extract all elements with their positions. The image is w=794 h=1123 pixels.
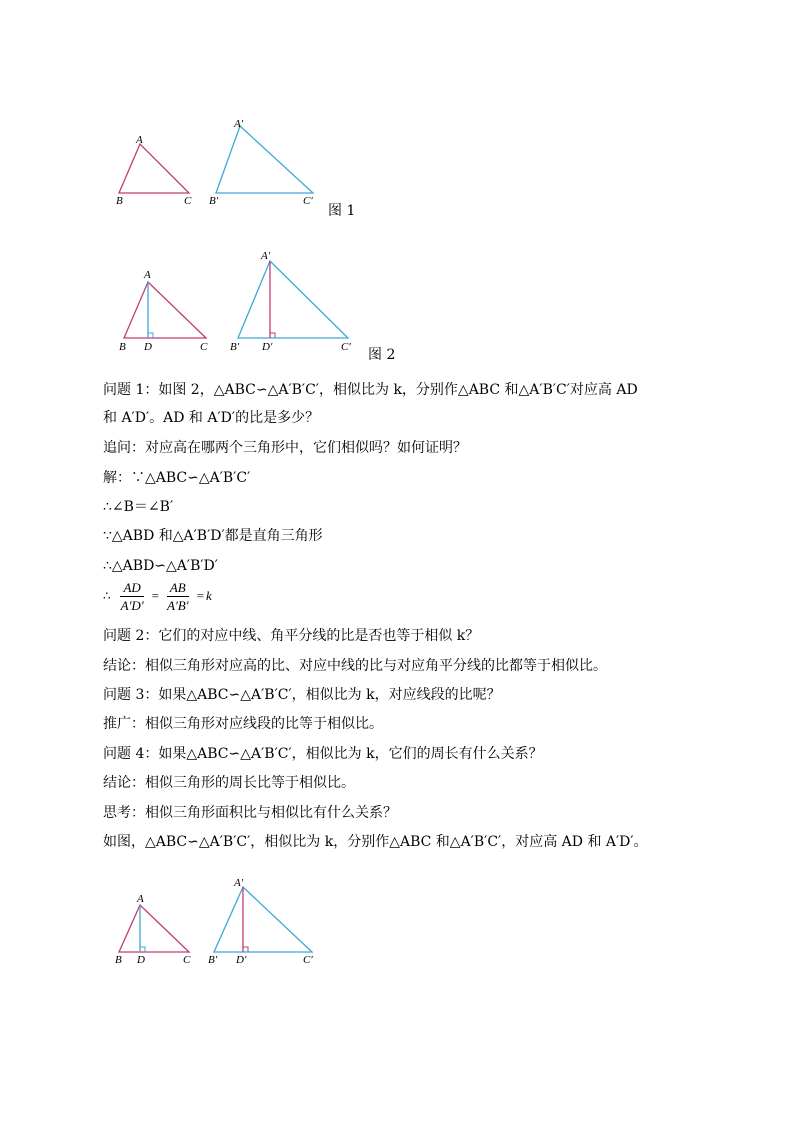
follow-up-question: 追问：对应高在哪两个三角形中，它们相似吗？如何证明？ xyxy=(103,440,467,456)
figure-2 xyxy=(100,240,370,360)
question-3: 问题 3：如果△ABC∽△A′B′C′，相似比为 k，对应线段的比呢？ xyxy=(103,687,501,703)
label-d: D xyxy=(137,954,145,966)
fraction-ab-over-a-prime-b-prime xyxy=(164,580,192,613)
label-d: D xyxy=(144,341,152,353)
similarity-ratio-k: k xyxy=(205,588,212,603)
solution-step-3: ∵△ABD 和△A′B′D′都是直角三角形 xyxy=(103,528,323,544)
conclusion-1: 结论：相似三角形对应高的比、对应中线的比与对应角平分线的比都等于相似比。 xyxy=(103,658,607,674)
triangle-abc xyxy=(124,282,206,338)
solution-step-1: 解：∵△ABC∽△A′B′C′ xyxy=(103,470,251,486)
triangle-a-prime-b-prime-c-prime xyxy=(216,126,313,193)
denominator: A′D′ xyxy=(120,597,144,613)
label-c: C xyxy=(184,195,192,207)
label-a: A xyxy=(144,269,151,281)
label-d-prime: D′ xyxy=(236,954,247,966)
right-angle-mark xyxy=(148,333,153,338)
equals-sign: = xyxy=(151,588,160,603)
label-c: C xyxy=(183,954,191,966)
ratio-formula xyxy=(103,576,212,616)
question-2: 问题 2：它们的对应中线、角平分线的比是否也等于相似 k？ xyxy=(103,628,480,644)
figure-1-caption: 图 1 xyxy=(328,203,356,219)
figure-1 xyxy=(100,110,330,220)
label-b-prime: B′ xyxy=(230,341,240,353)
question-4: 问题 4：如果△ABC∽△A′B′C′，相似比为 k，它们的周长有什么关系？ xyxy=(103,746,543,762)
denominator: A′B′ xyxy=(167,597,189,613)
label-c-prime: C′ xyxy=(341,341,351,353)
label-c-prime: C′ xyxy=(303,195,313,207)
generalization: 推广：相似三角形对应线段的比等于相似比。 xyxy=(103,716,383,732)
fraction-ad-over-a-prime-d-prime xyxy=(118,580,147,613)
label-b: B xyxy=(116,195,123,207)
label-a: A xyxy=(137,893,144,905)
figure-2-caption: 图 2 xyxy=(368,347,396,363)
triangle-abc xyxy=(119,905,189,952)
conclusion-2: 结论：相似三角形的周长比等于相似比。 xyxy=(103,775,355,791)
numerator: AD xyxy=(120,580,143,597)
think-question: 思考：相似三角形面积比与相似比有什么关系？ xyxy=(103,805,397,821)
solution-step-2: ∴∠B＝∠B′ xyxy=(103,499,174,515)
solution-step-4: ∴△ABD∽△A′B′D′ xyxy=(103,558,218,574)
label-a: A xyxy=(136,134,143,146)
right-angle-mark xyxy=(270,333,275,338)
question-1-line-1: 问题 1：如图 2，△ABC∽△A′B′C′，相似比为 k，分别作△ABC 和△A′B′C′对应高 AD xyxy=(103,382,638,398)
triangle-a-prime-b-prime-c-prime xyxy=(238,261,348,338)
figure-3 xyxy=(100,870,330,980)
label-d-prime: D′ xyxy=(262,341,273,353)
label-c: C xyxy=(200,341,208,353)
label-a-prime: A′ xyxy=(234,877,244,889)
label-b: B xyxy=(119,341,126,353)
label-a-prime: A′ xyxy=(234,118,244,130)
question-1-line-2: 和 A′D′。AD 和 A′D′的比是多少？ xyxy=(103,410,320,426)
label-c-prime: C′ xyxy=(303,954,313,966)
triangle-a-prime-b-prime-c-prime xyxy=(214,887,312,952)
right-angle-mark xyxy=(140,947,145,952)
label-b-prime: B′ xyxy=(208,954,218,966)
label-b-prime: B′ xyxy=(209,195,219,207)
label-b: B xyxy=(115,954,122,966)
therefore-symbol: ∴ xyxy=(103,589,111,603)
right-angle-mark xyxy=(243,947,248,952)
label-a-prime: A′ xyxy=(261,250,271,262)
equals-sign: = xyxy=(196,588,204,603)
triangle-abc xyxy=(119,144,189,193)
numerator: AB xyxy=(167,580,189,597)
final-statement: 如图，△ABC∽△A′B′C′，相似比为 k，分别作△ABC 和△A′B′C′，对应高 AD 和 A′D′。 xyxy=(103,834,648,850)
